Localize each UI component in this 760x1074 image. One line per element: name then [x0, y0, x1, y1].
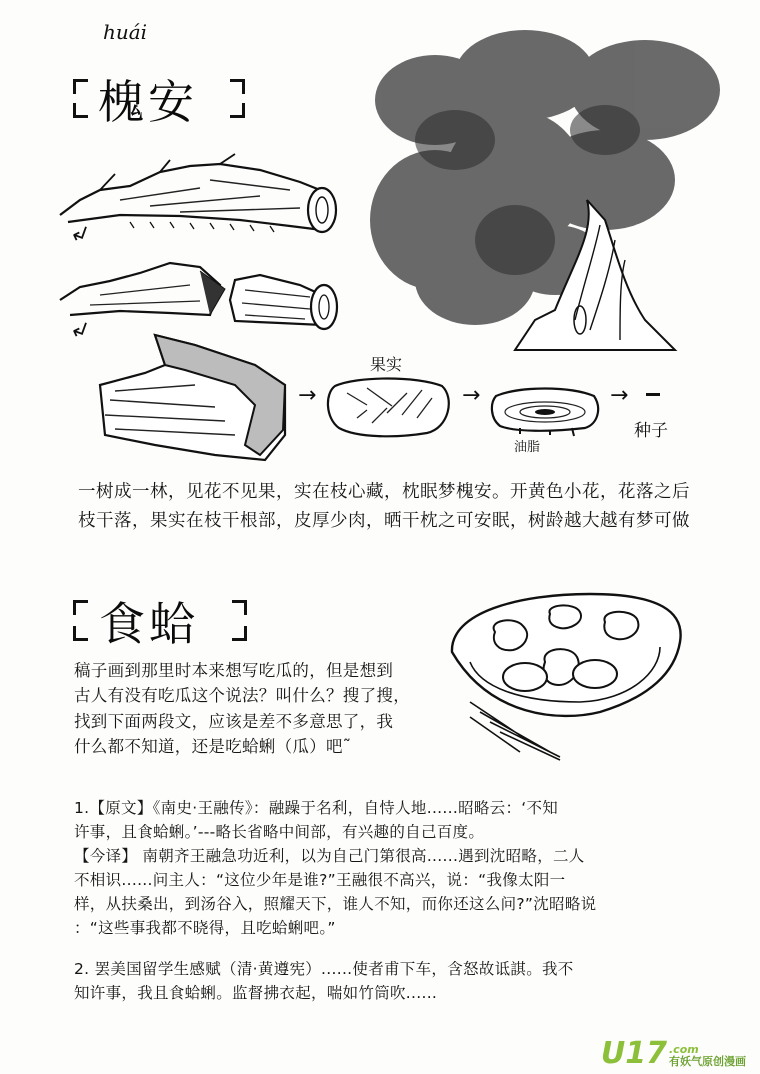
citation-line-8: 知许事，我且食蛤蜊。监督拂衣起，喘如竹筒吹......	[74, 984, 438, 1002]
pinyin-annotation: huái	[103, 20, 148, 44]
curved-arrow-down-2: ↲	[66, 315, 93, 346]
title-bracket-tr	[232, 600, 247, 615]
clam-bowl-icon	[440, 592, 720, 762]
sliced-fruit-icon	[490, 388, 600, 433]
citation-line-5: 样，从扶桑出，到汤谷入，照耀天下，谁人不知，而你还这么问?”沈昭略说	[74, 895, 597, 913]
title-bracket-tl	[73, 600, 88, 615]
title-bracket-bl	[73, 626, 88, 641]
seed-icon	[646, 393, 660, 396]
description-line-2: 枝干落，果实在枝干根部，皮厚少肉，晒干枕之可安眠，树龄越大越有梦可做	[78, 511, 690, 531]
label-fruit: 果实	[370, 355, 403, 374]
title-bracket-tr	[230, 79, 245, 94]
section-title: 槐安	[98, 75, 198, 129]
title-bracket-br	[230, 103, 245, 118]
citation-line-6: ：“这些事我都不晓得，且吃蛤蜊吧。”	[74, 919, 336, 937]
description-line-1: 一树成一林，见花不见果，实在枝心藏，枕眠梦槐安。开黄色小花，花落之后	[78, 482, 690, 502]
u17-watermark	[600, 1036, 746, 1071]
branch-log-icon	[60, 160, 350, 240]
intro-line-1: 稿子画到那里时本来想写吃瓜的，但是想到	[74, 661, 394, 680]
curved-arrow-down-1: ↲	[66, 219, 93, 250]
citation-line-2: 许事，且食蛤蜊。’---略长省略中间部，有兴趣的自己百度。	[74, 823, 485, 841]
section-title: 食蛤	[99, 597, 199, 651]
u17-logo: U17	[600, 1036, 667, 1071]
arrow-to-sliced: →	[462, 383, 481, 408]
arrow-to-fruit: →	[298, 383, 317, 408]
title-bracket-bl	[73, 103, 88, 118]
watermark-domain: .com	[669, 1043, 699, 1056]
broken-log-icon	[60, 245, 350, 330]
intro-line-4: 什么都不知道，还是吃蛤蜊（瓜）吧˜	[74, 737, 352, 756]
label-oil: 油脂	[514, 440, 541, 455]
citation-line-7: 2. 罢美国留学生感赋（清·黄遵宪）......使者甫下车，含怒故诋諆。我不	[74, 960, 574, 978]
watermark-text: 有妖气原创漫画	[669, 1055, 746, 1068]
title-bracket-br	[232, 626, 247, 641]
citation-line-4: 不相识......问主人：“这位少年是谁?”王融很不高兴，说：“我像太阳一	[74, 871, 566, 889]
intro-line-3: 找到下面两段文，应该是差不多意思了，我	[74, 712, 394, 731]
citation-line-1: 1.【原文】《南史·王融传》：融躁于名利，自恃人地......昭略云：‘不知	[74, 799, 559, 817]
fruit-icon	[327, 378, 452, 436]
peeled-bark-icon	[95, 325, 295, 465]
title-bracket-tl	[73, 79, 88, 94]
tree-icon	[375, 20, 735, 360]
intro-line-2: 古人有没有吃瓜这个说法？叫什么？搜了搜，	[74, 686, 410, 705]
citation-line-3: 【今译】 南朝齐王融急功近利，以为自己门第很高......遇到沈昭略，二人	[74, 847, 585, 865]
arrow-to-seed: →	[610, 383, 629, 408]
label-seed: 种子	[634, 421, 668, 441]
